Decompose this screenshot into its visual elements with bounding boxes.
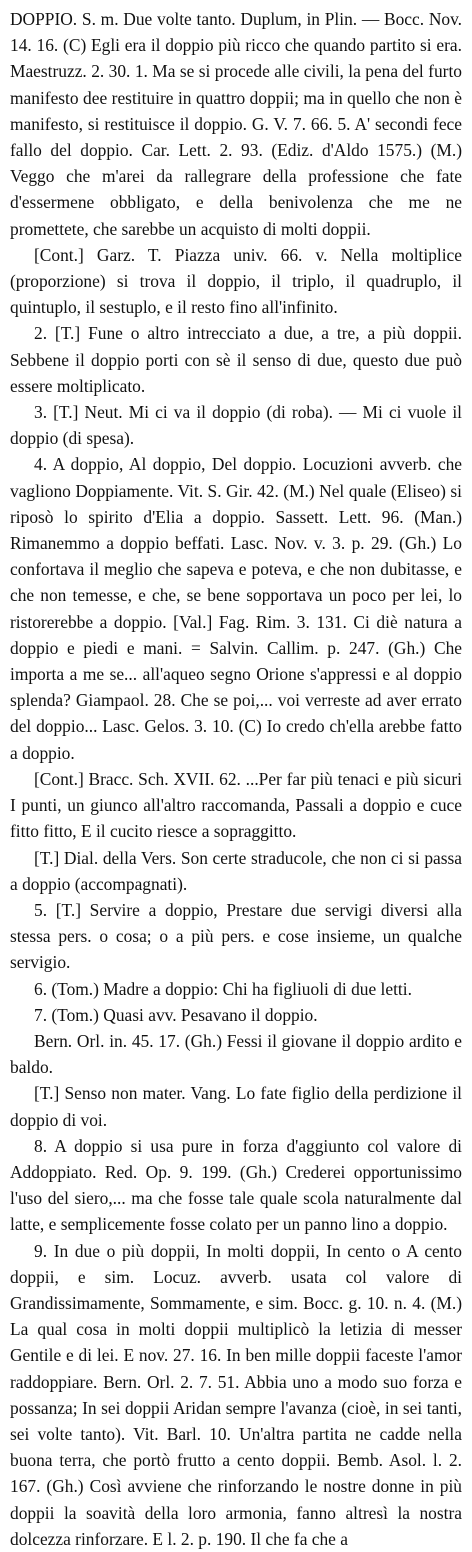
entry-paragraph: [Cont.] Bracc. Sch. XVII. 62. ...Per far più tenaci e più sicuri I punti, un giunco all'altro raccomanda, Passali a doppio e cuce fitto fitto, E il cucito riesce a sopraggitto. xyxy=(10,768,462,842)
entry-paragraph: [T.] Dial. della Vers. Son certe straducole, che non ci si passa a doppio (accompagnati). xyxy=(10,847,462,894)
entry-paragraph: 4. A doppio, Al doppio, Del doppio. Locuzioni avverb. che vagliono Doppiamente. Vit. S. Gir. 42. (M.) Nel quale (Eliseo) si riposò lo spirito d'Elia a doppio. Sassett. Lett. 96. (Man.) Rimanemmo a doppio beffati. Lasc. Nov. v. 3. p. 29. (Gh.) Lo confortava il meglio che sapeva e poteva, e che non dubitasse, e che non temesse, e che, se bene sopportava un poco per lei, lo ristorerebbe a doppio. [Val.] Fag. Rim. 3. 131. Ci diè natura a doppio e piedi e mani. = Salvin. Callim. p. 247. (Gh.) Che importa a me se... all'aqueo segno Orione s'appressi e al doppio splenda? Giampaol. 28. Che se poi,... voi verreste ad aver errato del doppio... Lasc. Gelos. 3. 10. (C) Io credo ch'ella arebbe fatto a doppio. xyxy=(10,454,462,763)
entry-paragraph: 6. (Tom.) Madre a doppio: Chi ha figliuoli di due letti. xyxy=(34,978,412,999)
entry-paragraph: 8. A doppio si usa pure in forza d'aggiunto col valore di Addoppiato. Red. Op. 9. 199. (Gh.) Crederei opportunissimo l'uso del siero,... ma che fosse tale quale scola naturalmente dal latte, e semplicemente fosse colato per un panno lino a doppio. xyxy=(10,1135,462,1235)
entry-paragraph: 2. [T.] Fune o altro intrecciato a due, a tre, a più doppii. Sebbene il doppio porti con sè il senso di due, questo due può essere moltiplicato. xyxy=(10,323,462,396)
entry-paragraph: [Cont.] Garz. T. Piazza univ. 66. v. Nella moltiplice (proporzione) si trova il doppio, il triplo, il quadruplo, il quintuplo, il sestuplo, e il resto fino all'infinito. xyxy=(10,244,462,318)
entry-paragraph: 9. In due o più doppii, In molti doppii, In cento o A cento doppii, e sim. Locuz. avverb. usata col valore di Grandissimamente, Sommamente, e sim. Bocc. g. 10. n. 4. (M.) La qual cosa in molti doppii multiplicò la letizia di messer Gentile e di lei. E nov. 27. 16. In ben mille doppii faceste l'amor raddoppiare. Bern. Orl. 2. 7. 51. Abbia uno a modo suo forza e possanza; In sei doppii Aridan sempre l'avanza (cioè, in sei tanti, sei volte tanto). Vit. Barl. 10. Un'altra partita ne cadde nella buona terra, che portò frutto a cento doppii. Bemb. Asol. l. 2. 167. (Gh.) Così avviene che rinforzando le nostre donne in più doppii la soavità della loro armonia, fanno altresì la nostra dolcezza rinforzare. E l. 2. p. 190. Il che fa che a xyxy=(10,1240,462,1549)
entry-heading-paragraph: DOPPIO. S. m. Due volte tanto. Duplum, in Plin. — Bocc. Nov. 14. 16. (C) Egli era il doppio più ricco che quando partito si era. Maestruzz. 2. 30. 1. Ma se si procede alle civili, la pena del furto manifesto dee restituire in quattro doppii; ma in quello che non è manifesto, si restituisce il doppio. G. V. 7. 66. 5. A' secondi fece fallo del doppio. Car. Lett. 2. 93. (Ediz. d'Aldo 1575.) (M.) Veggo che m'arei da rallegrare della professione che fate d'essermene obbligato, e della benivolenza che me ne promettete, che sarebbe un acquisto di molti doppii. xyxy=(10,9,462,239)
entry-paragraph: 5. [T.] Servire a doppio, Prestare due servigi diversi alla stessa pers. o cosa; o a più pers. e cose insieme, un qualche servigio. xyxy=(10,899,462,973)
entry-paragraph: 3. [T.] Neut. Mi ci va il doppio (di roba). — Mi ci vuole il doppio (di spesa). xyxy=(10,402,462,449)
entry-paragraph: 7. (Tom.) Quasi avv. Pesavano il doppio. xyxy=(34,1004,318,1025)
entry-paragraph: [T.] Senso non mater. Vang. Lo fate figlio della perdizione il doppio di voi. xyxy=(10,1083,462,1130)
entry-paragraph: Bern. Orl. in. 45. 17. (Gh.) Fessi il giovane il doppio ardito e baldo. xyxy=(10,1030,462,1078)
